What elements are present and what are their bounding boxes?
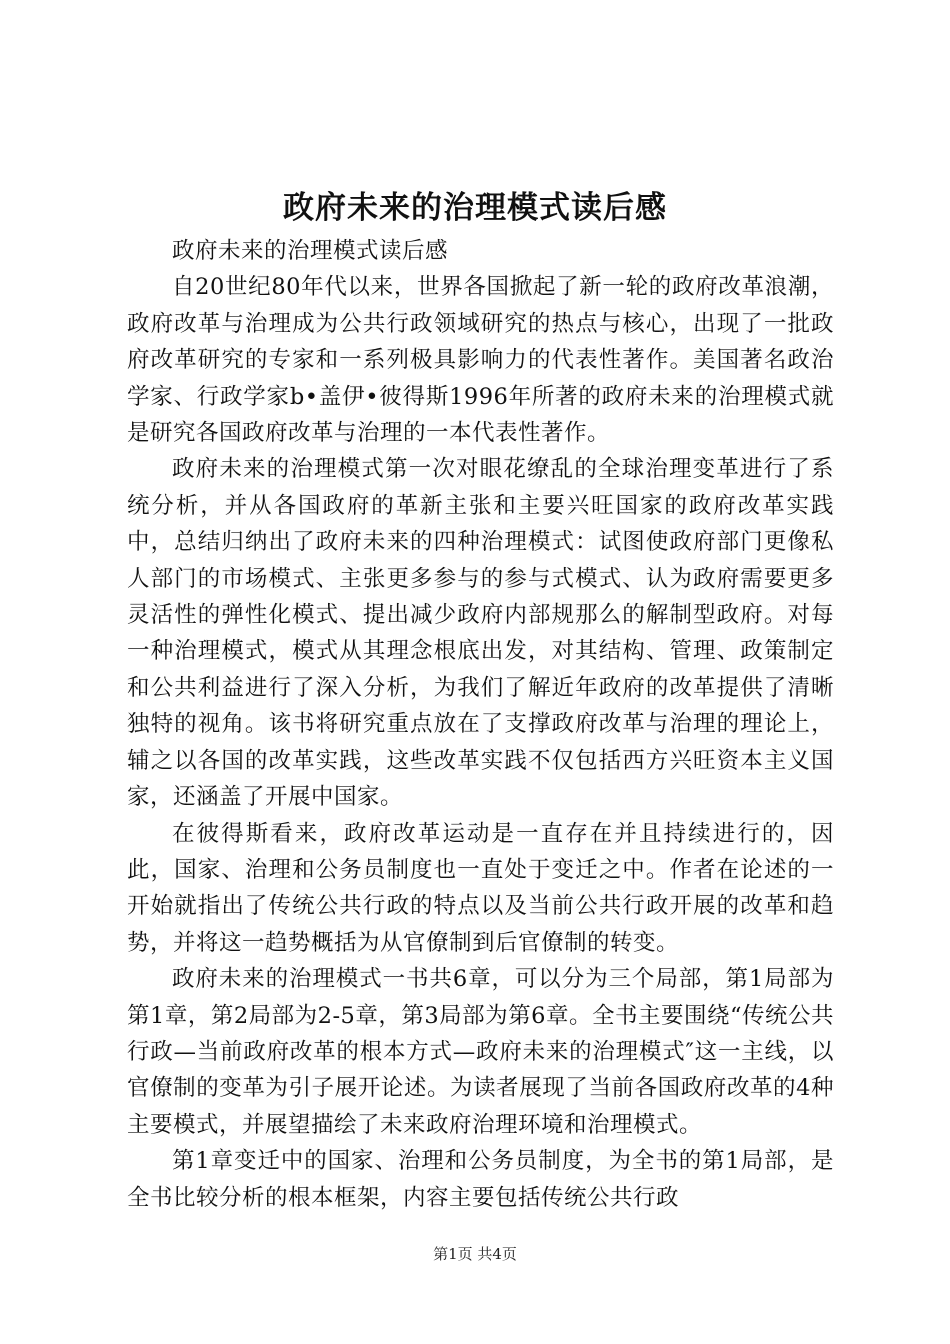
paragraph-subtitle: 政府未来的治理模式读后感 bbox=[172, 238, 449, 264]
paragraph: 政府未来的治理模式一书共6章，可以分为三个局部，第1局部为第1章，第2局部为2-5章，第3局部为第6章。全书主要围绕“传统公共行政—当前政府改革的根本方式—政府未来的治理模式″这一主线，以官僚制的变革为引子展开论述。为读者展现了当前各国政府改革的4种主要模式，并展望描绘了未来政府治理环境和治理模式。 bbox=[127, 966, 834, 1138]
document-body bbox=[127, 233, 834, 1216]
paragraph: 政府未来的治理模式第一次对眼花缭乱的全球治理变革进行了系统分析，并从各国政府的革新主张和主要兴旺国家的政府改革实践中，总结归纳出了政府未来的四种治理模式：试图使政府部门更像私人部门的市场模式、主张更多参与的参与式模式、认为政府需要更多灵活性的弹性化模式、提出减少政府内部规那么的解制型政府。对每一种治理模式，模式从其理念根底出发，对其结构、管理、政策制定和公共利益进行了深入分析，为我们了解近年政府的改革提供了清晰独特的视角。该书将研究重点放在了支撑政府改革与治理的理论上，辅之以各国的改革实践，这些改革实践不仅包括西方兴旺资本主义国家，还涵盖了开展中国家。 bbox=[127, 456, 834, 811]
paragraph: 第1章变迁中的国家、治理和公务员制度，为全书的第1局部，是全书比较分析的根本框架，内容主要包括传统公共行政 bbox=[127, 1148, 834, 1211]
paragraph: 自20世纪80年代以来，世界各国掀起了新一轮的政府改革浪潮，政府改革与治理成为公共行政领域研究的热点与核心，出现了一批政府改革研究的专家和一系列极具影响力的代表性著作。美国著名政治学家、行政学家b•盖伊•彼得斯1996年所著的政府未来的治理模式就是研究各国政府改革与治理的一本代表性著作。 bbox=[127, 274, 834, 447]
paragraph: 在彼得斯看来，政府改革运动是一直存在并且持续进行的，因此，国家、治理和公务员制度也一直处于变迁之中。作者在论述的一开始就指出了传统公共行政的特点以及当前公共行政开展的改革和趋势，并将这一趋势概括为从官僚制到后官僚制的转变。 bbox=[127, 820, 834, 956]
page-number-footer: 第1页 共4页 bbox=[433, 1245, 517, 1263]
document-title: 政府未来的治理模式读后感 bbox=[283, 190, 667, 226]
